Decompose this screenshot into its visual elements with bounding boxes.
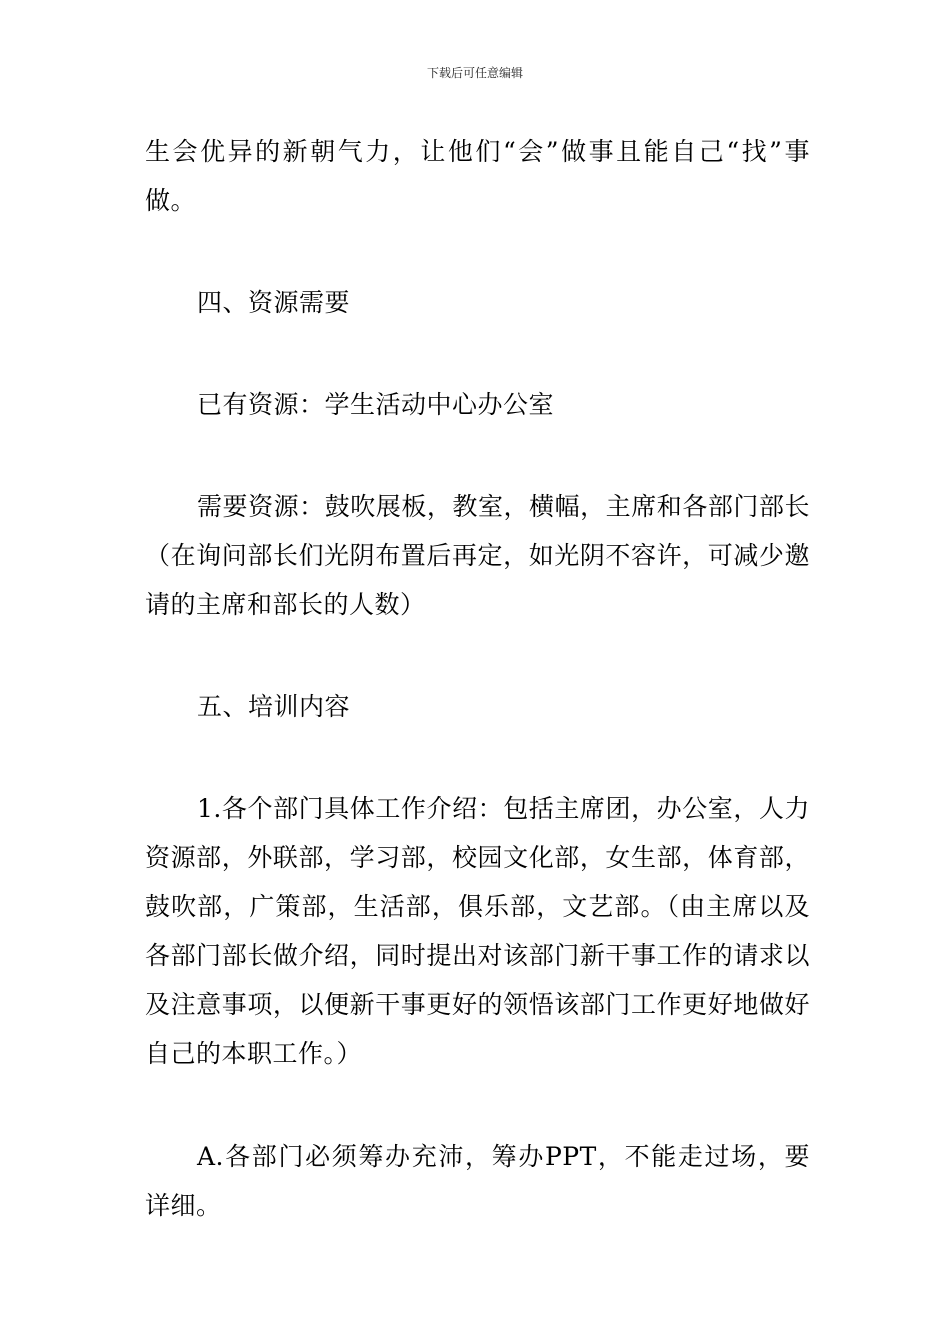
section-heading-resources: 四、资源需要 xyxy=(197,288,351,317)
section-heading-training: 五、培训内容 xyxy=(197,692,351,721)
paragraph-department-intro: 1.各个部门具体工作介绍：包括主席团，办公室，人力资源部，外联部，学习部，校园文化部，女生部，体育部，鼓吹部，广策部，生活部，俱乐部，文艺部。（由主席以及各部门部长做介绍，同时提出对该部门新干事工作的请求以及注意事项，以便新干事更好的领悟该部门工作更好地做好自己的本职工作。） xyxy=(145,794,810,1068)
paragraph-continuation: 生会优异的新朝气力，让他们“会”做事且能自己“找”事做。 xyxy=(145,137,810,215)
paragraph-existing-resources: 已有资源：学生活动中心办公室 xyxy=(197,390,555,419)
paragraph-item-a: A.各部门必须筹办充沛，筹办PPT，不能走过场，要详细。 xyxy=(145,1142,810,1220)
paragraph-required-resources: 需要资源：鼓吹展板，教室，横幅，主席和各部门部长（在询问部长们光阴布置后再定，如光阴不容许，可减少邀请的主席和部长的人数） xyxy=(145,492,810,619)
document-body xyxy=(145,127,810,1230)
page-header: 下载后可任意编辑 xyxy=(426,66,523,80)
